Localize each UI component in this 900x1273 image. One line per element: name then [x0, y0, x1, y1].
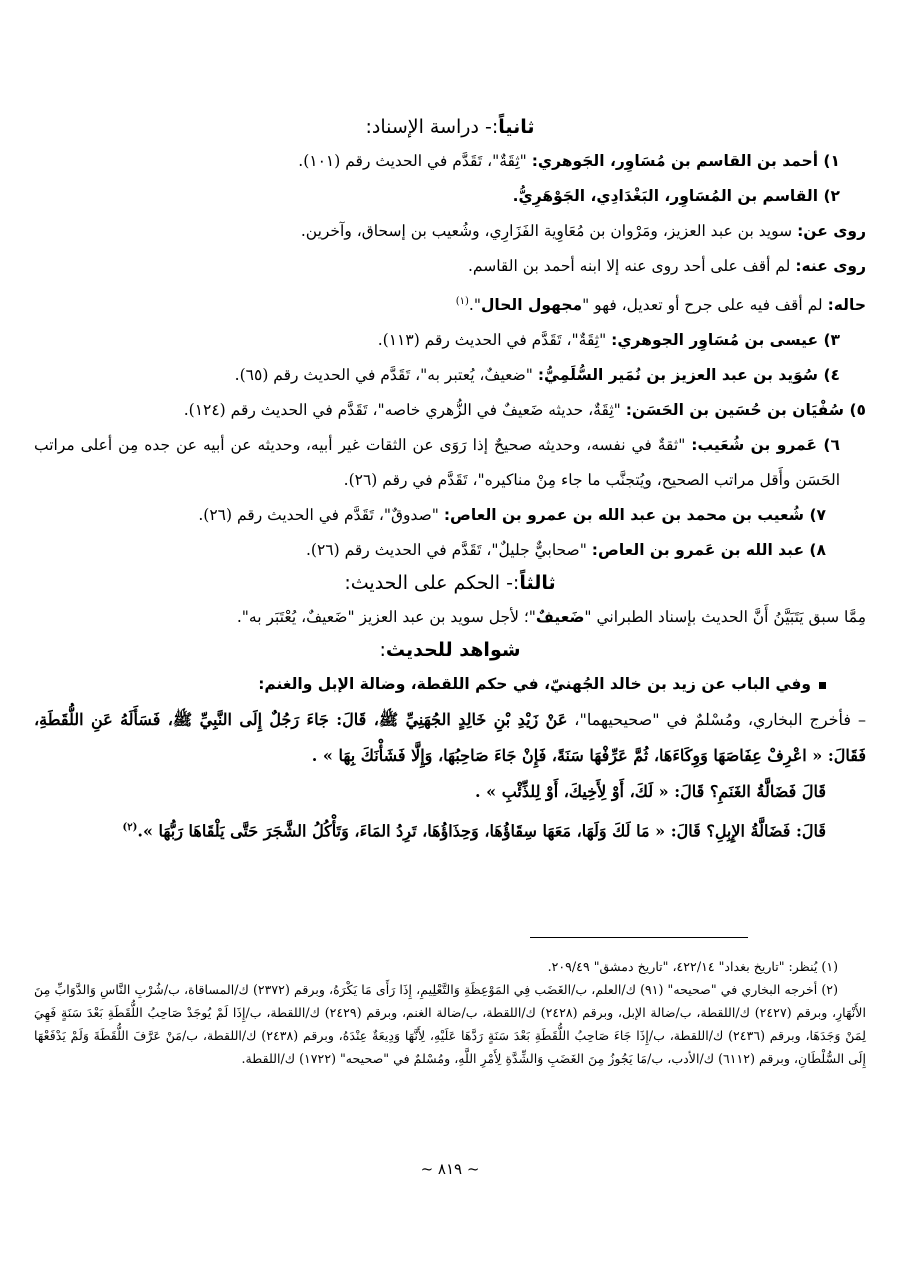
narrator-7: ٧) شُعيب بن محمد بن عبد الله بن عمرو بن العاص: "صدوقٌ"، تَقَدَّم في الحديث رقم (٢٦). — [198, 506, 826, 525]
narrator-6: ٦) عَمرو بن شُعَيب: "ثقةٌ في نفسه، وحديثه صحيحٌ إذا رَوَى عن الثقات غير أبيه، وحديثه عن أبيه عن جده مِن أعلى مراتب الحَسَن وأَقل مراتب الصحيح، ويُتجنَّب ما جاء مِنْ مناكيره"، تَقَدَّم في رقم (٢٦). — [34, 436, 840, 490]
footnote-ref-1[interactable]: (١) — [455, 296, 469, 307]
narrator-3: ٣) عيسى بن مُسَاوِر الجوهري: "ثِقَةٌ"، تَقَدَّم في الحديث رقم (١١٣). — [377, 331, 840, 350]
section-heading-witnesses: شواهد للحديث: — [379, 639, 521, 662]
narrated-by: روى عنه: لم أقف على أحد روى عنه إلا ابنه أحمد بن القاسم. — [467, 257, 866, 275]
narrator-status: حاله: لم أقف فيه على جرح أو تعديل، فهو "مجهول الحال".$^{(١)}$ — [455, 296, 866, 315]
narrator-8: ٨) عبد الله بن عَمرو بن العاص: "صحابيٌّ جليلٌ"، تَقَدَّم في الحديث رقم (٢٦). — [305, 541, 826, 560]
footnote-2: (٢) أخرجه البخاري في "صحيحه" (٩١) ك/العلم، ب/الغَضَب فِي المَوْعِظَةِ وَالتَّعْلِيمِ، إِذَا رَأَى مَا يَكْرَهُ، وبرقم (٢٣٧٢) ك/المساقاة، ب/شُرْبِ النَّاسِ وَالدَّوَابِّ مِنَ الأَنْهَارِ، وبرقم (٢٤٢٧) ك/اللقطة، ب/ضالة الإبل، وبرقم (٢٤٢٨) ك/اللقطة، ب/ضالة الغنم، وبرقم (٢٤٢٩) ك/اللقطة، ب/إِذَا لَمْ يُوجَدْ صَاحِبُ اللُّقَطَةِ بَعْدَ سَنَةٍ فَهِيَ لِمَنْ وَجَدَهَا، وبرقم (٢٤٣٦) ك/اللقطة، ب/إِذَا جَاءَ صَاحِبُ اللُّقَطَةِ بَعْدَ سَنَةٍ رَدَّهَا عَلَيْهِ، لِأَنَّهَا وَدِيعَةٌ عِنْدَهُ، وبرقم (٢٤٣٨) ك/اللقطة، ب/مَنْ عَرَّفَ اللُّقَطَةَ وَلَمْ يَدْفَعْهَا إِلَى السُّلْطَانِ، وبرقم (٦١١٢) ك/الأدب، ب/مَا يَجُوزُ مِنَ الغَضَبِ وَالشِّدَّةِ لِأَمْرِ اللَّهِ، ومُسْلمٌ في "صحيحه" (١٧٢٢) ك/اللقطة. — [34, 982, 866, 1066]
page-number: ~ ٨١٩ ~ — [420, 1160, 480, 1178]
narrator-5: ٥) سُفْيَان بن حُسَين بن الحَسَن: "ثِقَةٌ، حديثه ضَعيفٌ في الزُّهري خاصه"، تَقَدَّم في الحديث رقم (١٢٤). — [183, 401, 866, 420]
witness-bullet: وفي الباب عن زيد بن خالد الجُهنيّ، في حكم اللقطة، وضالة الإبل والغنم: — [34, 667, 866, 702]
narrator-1: ١) أحمد بن القاسم بن مُسَاوِر، الجَوهري: "ثِقَةٌ"، تَقَدَّم في الحديث رقم (١٠١). — [298, 152, 840, 170]
ruling-paragraph: مِمَّا سبق يَتَبَيَّنُ أَنَّ الحديث بإسناد الطبراني "ضَعيفٌ"؛ لأجل سويد بن عبد العزيز "ضَعيفٌ، يُعْتَبَر به". — [236, 608, 866, 627]
hadith-line-1: – فأخرج البخاري، ومُسْلمٌ في "صحيحيهما"، عَنْ زَيْدِ بْنِ خَالِدٍ الجُهَنِيِّ ﷺ، قَالَ: جَاءَ رَجُلٌ إِلَى النَّبِيِّ ﷺ، فَسَأَلَهُ عَنِ اللُّقَطَةِ، فَقَالَ: « اعْرِفْ عِفَاصَهَا وَوِكَاءَهَا، ثُمَّ عَرِّفْهَا سَنَةً، فَإِنْ جَاءَ صَاحِبُهَا، وَإِلَّا فَشَأْنَكَ بِهَا » . — [34, 710, 866, 766]
bullet-square-icon — [819, 682, 826, 689]
narrated-from: روى عن: سويد بن عبد العزيز، ومَرْوان بن مُعَاوِية الفَزَارِي، وشُعيب بن إسحاق، وآخرين. — [300, 222, 866, 240]
section-heading-ruling: ثالثاً:- الحكم على الحديث: — [344, 572, 556, 595]
footnote-1: (١) يُنظر: "تاريخ بغداد" ٤٢٢/١٤، "تاريخ دمشق" ٢٠٩/٤٩. — [547, 959, 838, 974]
hadith-line-3: قَالَ: فَضَالَّةُ الإِبِلِ؟ قَالَ: « مَا لَكَ وَلَهَا، مَعَهَا سِقَاؤُهَا، وَحِذَاؤُهَا، تَرِدُ المَاءَ، وَتَأْكُلُ الشَّجَرَ حَتَّى يَلْقَاهَا رَبُّهَا ».$^{(٢)}$ — [122, 821, 826, 841]
section-heading-isnad: ثانياً:- دراسة الإسناد: — [365, 116, 535, 138]
hadith-line-2: قَالَ فَضَالَّةُ الغَنَمِ؟ قَالَ: « لَكَ، أَوْ لِأَخِيكَ، أَوْ لِلذِّئْبِ » . — [475, 782, 826, 802]
narrator-2: ٢) القاسم بن المُسَاوِر، البَغْدَادِي، الجَوْهَرِيُّ. — [512, 187, 840, 205]
footnote-separator — [530, 937, 748, 938]
footnotes — [34, 955, 866, 1070]
narrator-4: ٤) سُوَيد بن عبد العزيز بن نُمَير السُّلَمِيُّ: "ضعيفٌ، يُعتبر به"، تَقَدَّم في الحديث رقم (٦٥). — [234, 366, 840, 385]
footnote-ref-2[interactable]: (٢) — [122, 822, 138, 834]
